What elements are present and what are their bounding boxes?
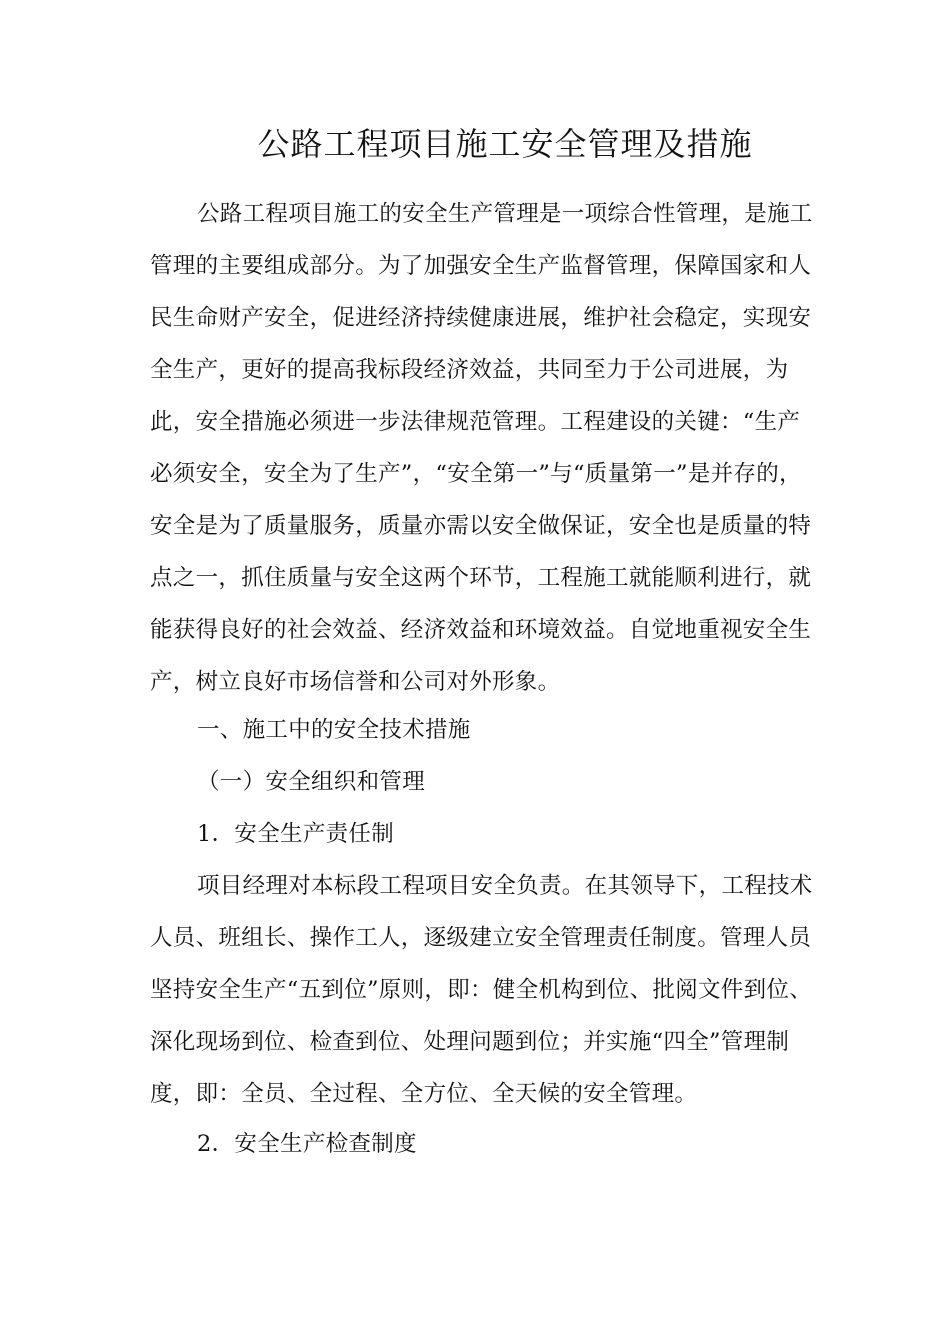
item-heading: 1．安全生产责任制 (197, 821, 395, 847)
paragraph-line: 能获得良好的社会效益、经济效益和环境效益。自觉地重视安全生 (150, 617, 812, 643)
paragraph-line: 公路工程项目施工的安全生产管理是一项综合性管理，是施工 (197, 201, 813, 227)
document-title: 公路工程项目施工安全管理及措施 (257, 125, 753, 163)
paragraph-line: 此，安全措施必须进一步法律规范管理。工程建设的关键：“生产 (150, 409, 801, 435)
paragraph-line: 点之一，抓住质量与安全这两个环节，工程施工就能顺利进行，就 (150, 565, 812, 591)
item-heading: 2．安全生产检查制度 (197, 1131, 417, 1157)
paragraph-line: 度，即：全员、全过程、全方位、全天候的安全管理。 (150, 1081, 698, 1107)
paragraph-line: 必须安全，安全为了生产”，“安全第一”与“质量第一”是并存的， (150, 461, 802, 487)
subsection-heading: （一）安全组织和管理 (197, 769, 426, 795)
section-heading: 一、施工中的安全技术措施 (197, 717, 471, 743)
paragraph-line: 管理的主要组成部分。为了加强安全生产监督管理，保障国家和人 (150, 253, 812, 279)
paragraph-line: 安全是为了质量服务，质量亦需以安全做保证，安全也是质量的特 (150, 513, 812, 539)
paragraph-line: 产，树立良好市场信誉和公司对外形象。 (150, 669, 561, 695)
paragraph-line: 坚持安全生产“五到位”原则，即：健全机构到位、批阅文件到位、 (150, 977, 813, 1003)
paragraph-line: 民生命财产安全，促进经济持续健康进展，维护社会稳定，实现安 (150, 305, 812, 331)
paragraph-line: 全生产，更好的提高我标段经济效益，共同至力于公司进展，为 (150, 357, 789, 383)
paragraph-line: 人员、班组长、操作工人，逐级建立安全管理责任制度。管理人员 (150, 925, 812, 951)
paragraph-line: 深化现场到位、检查到位、处理问题到位；并实施“四全”管理制 (150, 1029, 790, 1055)
paragraph-line: 项目经理对本标段工程项目安全负责。在其领导下，工程技术 (197, 873, 813, 899)
